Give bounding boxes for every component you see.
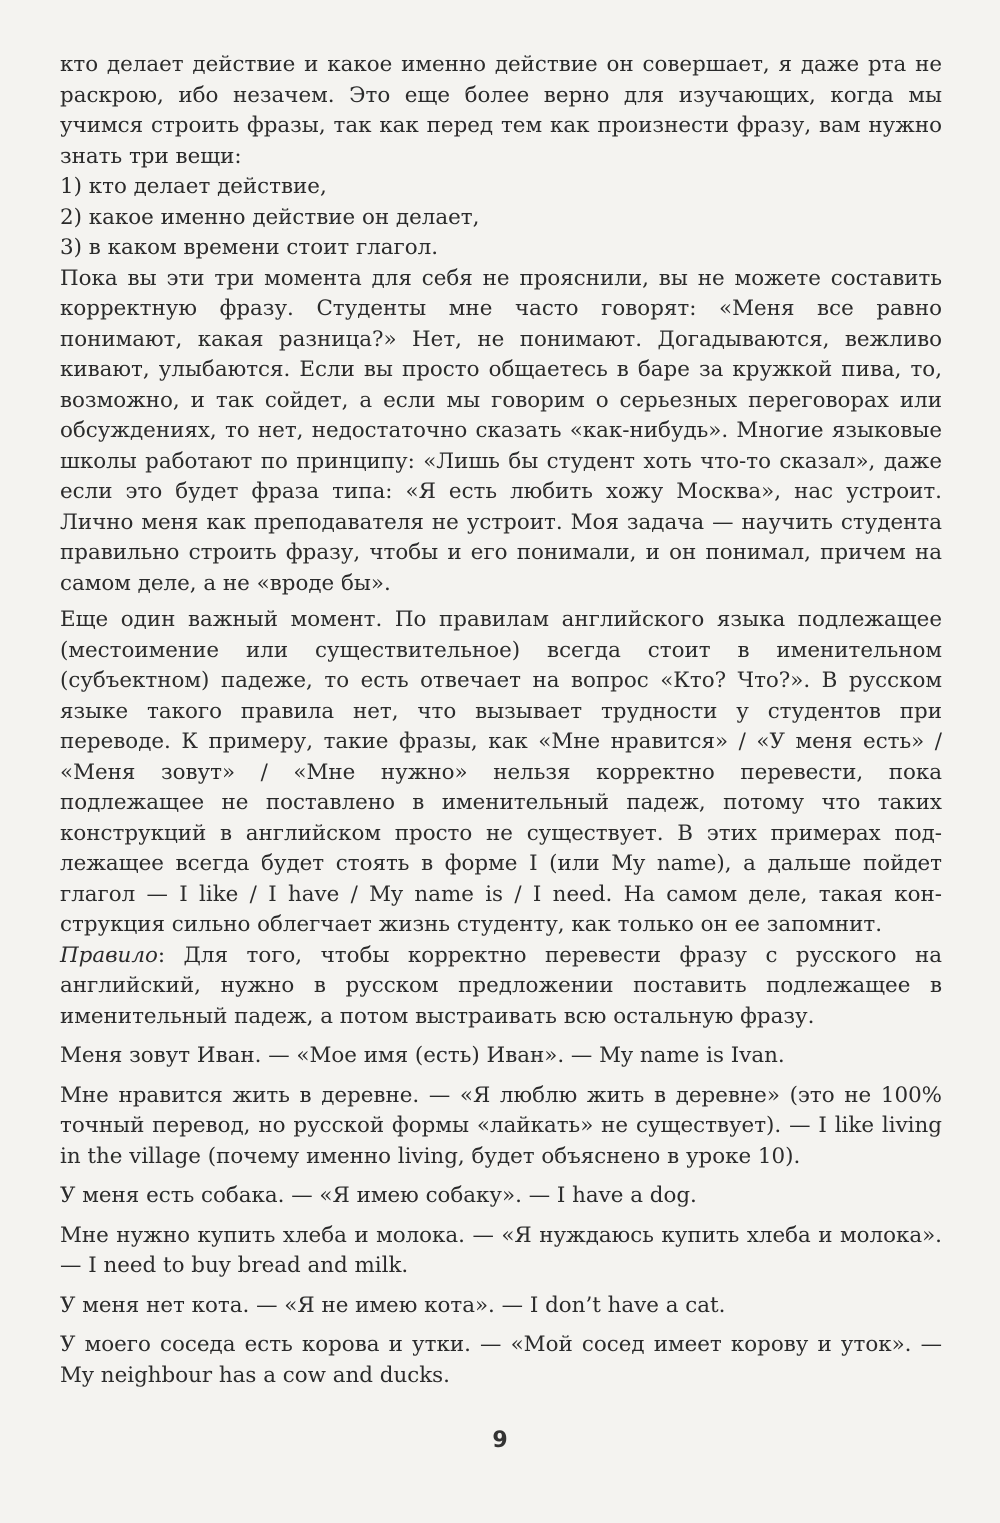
page-number: 9 bbox=[492, 1428, 508, 1453]
rule-label: Правило bbox=[60, 942, 158, 968]
list-item-2-text: 2) какое именно действие он делает, bbox=[60, 204, 480, 230]
example-6: У моего соседа есть корова и утки. — «Мой сосед имеет корову и уток». — My neighbour has a cow and ducks. bbox=[60, 1332, 942, 1388]
paragraph-subject-case: Еще один важный момент. По правилам английского языка подлежащее (местоимение или существительное) всегда стоит в именительном (субъектном) падеже, то есть отвечает на вопрос «Кто? Что?». В русском языке такого правила нет, что вызывает трудности у студентов при переводе. К примеру, такие фразы, как «Мне нравится» / «У меня есть» / «Меня зовут» / «Мне нужно» нельзя корректно перевести, пока подлежащее не поставлено в именительный падеж, потому что таких конструкций в английском просто не существует. В этих примерах подлежащее всегда будет стоять в форме I (или My name), а дальше пойдет глагол — I like / I have / My name is / I need. На самом деле, такая конструкция сильно облегчает жизнь студенту, как только он ее запомнит. bbox=[60, 607, 942, 937]
list-item-1 bbox=[60, 172, 942, 203]
example-1: Меня зовут Иван. — «Мое имя (есть) Иван». — My name is Ivan. bbox=[60, 1043, 785, 1068]
paragraph-intro: кто делает действие и какое именно действие он совершает, я даже рта не раскрою, ибо незачем. Это еще более верно для изучающих, когда мы учимся строить фразы, так как перед тем как произнести фразу, вам нужно знать три вещи: bbox=[60, 52, 942, 169]
example-3: У меня есть собака. — «Я имею собаку». — I have a dog. bbox=[60, 1183, 697, 1208]
list-item-2 bbox=[60, 203, 942, 234]
paragraph-three-points: Пока вы эти три момента для себя не прояснили, вы не можете составить корректную фразу. Студенты мне часто говорят: «Меня все равно понимают, какая разница?» Нет, не понимают. Догадываются, вежливо кивают, улыбаются. Если вы просто общаетесь в баре за кружкой пива, то, возможно, и так сойдет, а если мы говорим о серьезных переговорах или обсуждениях, то нет, недостаточно сказать «как-нибудь». Многие языковые школы работают по принципу: «Лишь бы студент хоть что-то сказал», даже если это будет фраза типа: «Я есть любить хожу Москва», нас устроит. Лично меня как преподавателя не устроит. Моя задача — научить студента правильно строить фразу, чтобы и его понимали, и он понимал, причем на самом деле, а не «вроде бы». bbox=[60, 265, 942, 596]
example-4: Мне нужно купить хлеба и молока. — «Я нуждаюсь купить хлеба и молока». — I need to buy bread and milk. bbox=[60, 1222, 942, 1278]
example-5: У меня нет кота. — «Я не имею кота». — I don’t have a cat. bbox=[60, 1292, 726, 1318]
list-item-1-text: 1) кто делает действие, bbox=[60, 174, 327, 199]
rule-text: : Для того, чтобы корректно перевести фразу с русского на английский, нужно в русском предложении поставить подлежащее в именительный падеж, а потом выстраивать всю остальную фразу. bbox=[60, 942, 942, 1029]
list-item-3 bbox=[60, 233, 942, 264]
list-item-3-text: 3) в каком времени стоит глагол. bbox=[60, 235, 439, 260]
paragraph-rule bbox=[60, 941, 942, 1033]
page-body-text bbox=[60, 50, 942, 1391]
example-2: Мне нравится жить в деревне. — «Я люблю жить в деревне» (это не 100% точный перевод, но русской формы «лайкать» не существует). — I like living in the village (почему именно living, будет объяснено в уроке 10). bbox=[60, 1082, 942, 1169]
